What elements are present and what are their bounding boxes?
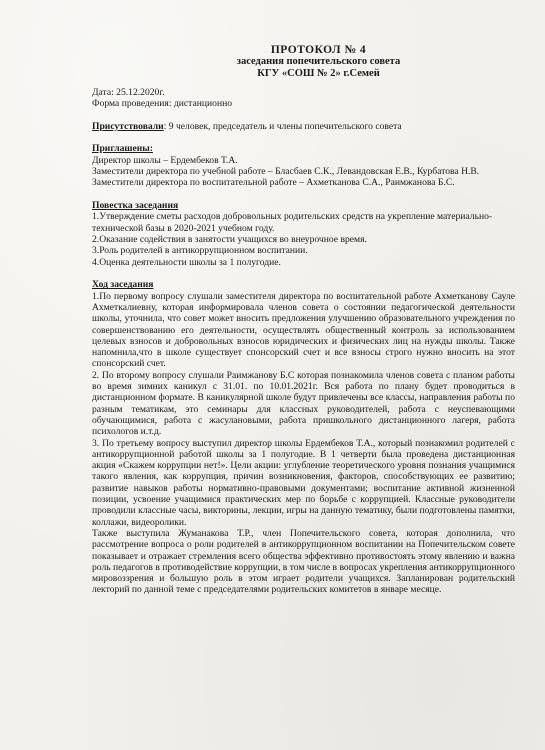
- agenda-item-4: 4.Оценка деятельности школы за 1 полугодие.: [92, 256, 281, 268]
- proceedings-paragraph-4: Также выступила Жуманакова Т.Р., член Попечительского совета, которая дополнила, что рассмотрение вопроса о роли родителей в антикоррупционном воспитании на Попечительском совете показывает и отражает стремления всего общества эффективно противостоять этому явлению и важна роль педагогов в противодействие коррупции, в том числе в вопросах укрепления антикоррупционного мировоззрения и большую роль в этом играет родители учащихся. Запланирован родительский лекторий по данной теме с председателями родительских комитетов в январе месяце.: [92, 527, 516, 596]
- organization-name: КГУ «СОШ № 2» г.Семей: [257, 68, 380, 79]
- agenda-label: Повестка заседания: [92, 199, 179, 211]
- proceedings-paragraph-2: 2. По второму вопросу слушали Раимжанову Б.С которая познакомила членов совета с планом работы во время зимних каникул с 31.01. по 10.01.2021г. Вся работа по плану будет проводиться в дистанционном формате. В каникулярной школе будут привлечены все классы, направления работы по разным тематикам, это семинары для классных руководителей, работа с неуспевающими обучающимися, работа с жасулановыми, работа пришкольного дистанционного лагеря, работа психологов и.т.д.: [92, 369, 515, 438]
- document-title: ПРОТОКОЛ № 4: [270, 44, 367, 56]
- meeting-form: Форма проведения: дистанционно: [92, 98, 233, 110]
- present-label: Присутствовали: [92, 120, 164, 132]
- present-line: [92, 121, 515, 132]
- invited-deputies-upbringing: Заместители директора по воспитательной работе – Ахметканова С.А., Раимжанова Б.С.: [92, 177, 455, 189]
- agenda-item-2: 2.Оказание содействия в занятости учащихся во внеурочное время.: [92, 234, 367, 246]
- document-subtitle: заседания попечительского совета: [236, 56, 401, 67]
- present-text: : 9 человек, председатель и члены попечительского совета: [163, 120, 402, 132]
- agenda-item-1: 1.Утверждение сметы расходов добровольных родительских средств на укрепление материально-технической базы в 2020-2021 учебном году.: [92, 211, 493, 234]
- document-header: [122, 44, 515, 80]
- proceedings-paragraph-3: 3. По третьему вопросу выступил директор школы Ердембеков Т.А., который познакомил родителей с антикоррупционной работой школы за 1 полугодие. В 1 четверти была проведена дистанционная акция «Скажем коррупции нет!». Цели акции: углубление теоретического уровня познания учащимися такого явления, как коррупция, причин возникновения, факторов, способствующих ее развитию; развитие навыков работы нормативно-правовыми документами; воспитание активной жизненной позиции, усвоение учащимися практических мер по борьбе с коррупцией. Классные руководители проводили классные часы, викторины, лекции, игры на данную тематику, были подготовлены памятки, коллажи, видеоролики.: [92, 437, 515, 528]
- proceedings-label: Ход заседания: [92, 279, 154, 291]
- invited-director: Директор школы – Ердембеков Т.А.: [92, 154, 238, 166]
- proceedings-paragraph-1: 1.По первому вопросу слушали заместителя директора по воспитательной работе Ахметканову Сауле Ахметкалиевну, которая информировала членов совета о состоянии педагогической деятельности школы, уточнила, что совет может вносить предложения улучшению образовательного учреждения по совершенствованию его деятельности, осуществлять общественный контроль за использованием целевых взносов и добровольных взносов юридических и физических лиц на нужды школы. Также напомнила,что в школе существует спонсорский счет и все взносы строго нужно вносить на этот спонсорский счет.: [92, 290, 515, 370]
- invited-deputies-study: Заместители директора по учебной работе – Бласбаев С.К., Левандовская Е.В., Курбатова Н.В.: [92, 166, 480, 178]
- agenda-item-3: 3.Роль родителей в антикоррупционном воспитании.: [92, 245, 308, 257]
- meeting-date: Дата: 25.12.2020г.: [92, 87, 165, 98]
- invited-label: Приглашены:: [92, 143, 153, 155]
